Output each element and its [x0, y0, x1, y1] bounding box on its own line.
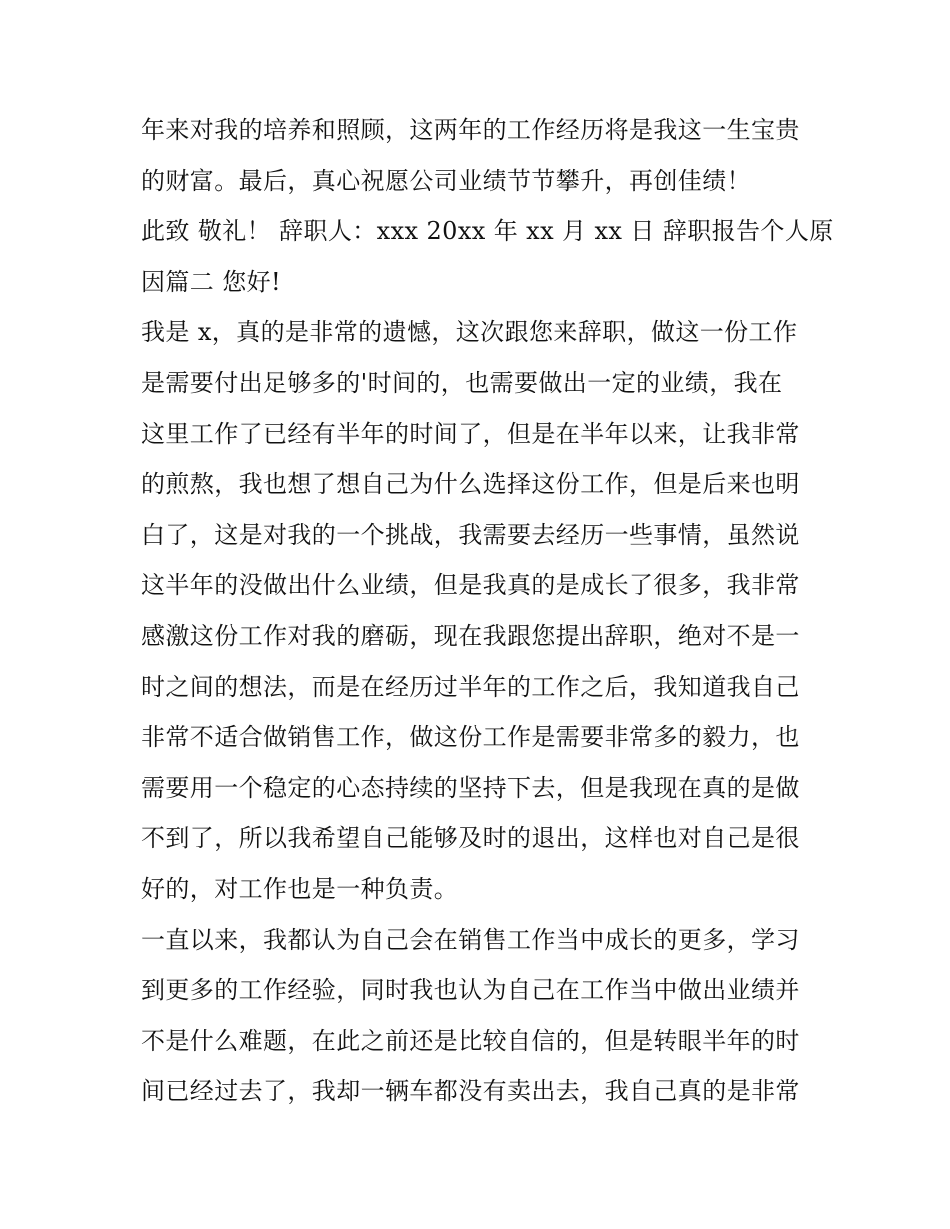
text-line: 需要用一个稳定的心态持续的坚持下去，但是我现在真的是做	[141, 773, 800, 802]
text-line: 好的，对工作也是一种负责。	[141, 874, 459, 903]
text-line: 不到了，所以我希望自己能够及时的退出，这样也对自己是很	[141, 824, 800, 853]
text-line: 的煎熬，我也想了想自己为什么选择这份工作，但是后来也明	[141, 470, 800, 499]
text-line: 此致 敬礼！ 辞职人：xxx 20xx 年 xx 月 xx 日 辞职报告个人原	[141, 217, 834, 246]
text-line: 这半年的没做出什么业绩，但是我真的是成长了很多，我非常	[141, 571, 800, 600]
text-line: 到更多的工作经验，同时我也认为自己在工作当中做出业绩并	[141, 976, 800, 1005]
text-line: 因篇二 您好!	[141, 267, 282, 296]
text-line: 感激这份工作对我的磨砺，现在我跟您提出辞职，绝对不是一	[141, 621, 800, 650]
text-line: 非常不适合做销售工作，做这份工作是需要非常多的毅力，也	[141, 723, 800, 752]
text-line: 一直以来，我都认为自己会在销售工作当中成长的更多，学习	[141, 925, 800, 954]
text-line: 时之间的想法，而是在经历过半年的工作之后，我知道我自己	[141, 672, 800, 701]
text-line: 间已经过去了，我却一辆车都没有卖出去，我自己真的是非常	[141, 1077, 800, 1106]
text-line: 年来对我的培养和照顾，这两年的工作经历将是我这一生宝贵	[141, 116, 800, 144]
document-body	[141, 105, 834, 1117]
text-line: 是需要付出足够多的'时间的，也需要做出一定的业绩，我在	[141, 368, 783, 397]
text-line: 这里工作了已经有半年的时间了，但是在半年以来，让我非常	[141, 419, 800, 448]
text-line: 不是什么难题，在此之前还是比较自信的，但是转眼半年的时	[141, 1026, 800, 1055]
text-line: 我是 x，真的是非常的遗憾，这次跟您来辞职，做这一份工作	[141, 318, 798, 347]
text-line: 白了，这是对我的一个挑战，我需要去经历一些事情，虽然说	[141, 520, 800, 549]
text-line: 的财富。最后，真心祝愿公司业绩节节攀升，再创佳绩！	[141, 166, 751, 195]
